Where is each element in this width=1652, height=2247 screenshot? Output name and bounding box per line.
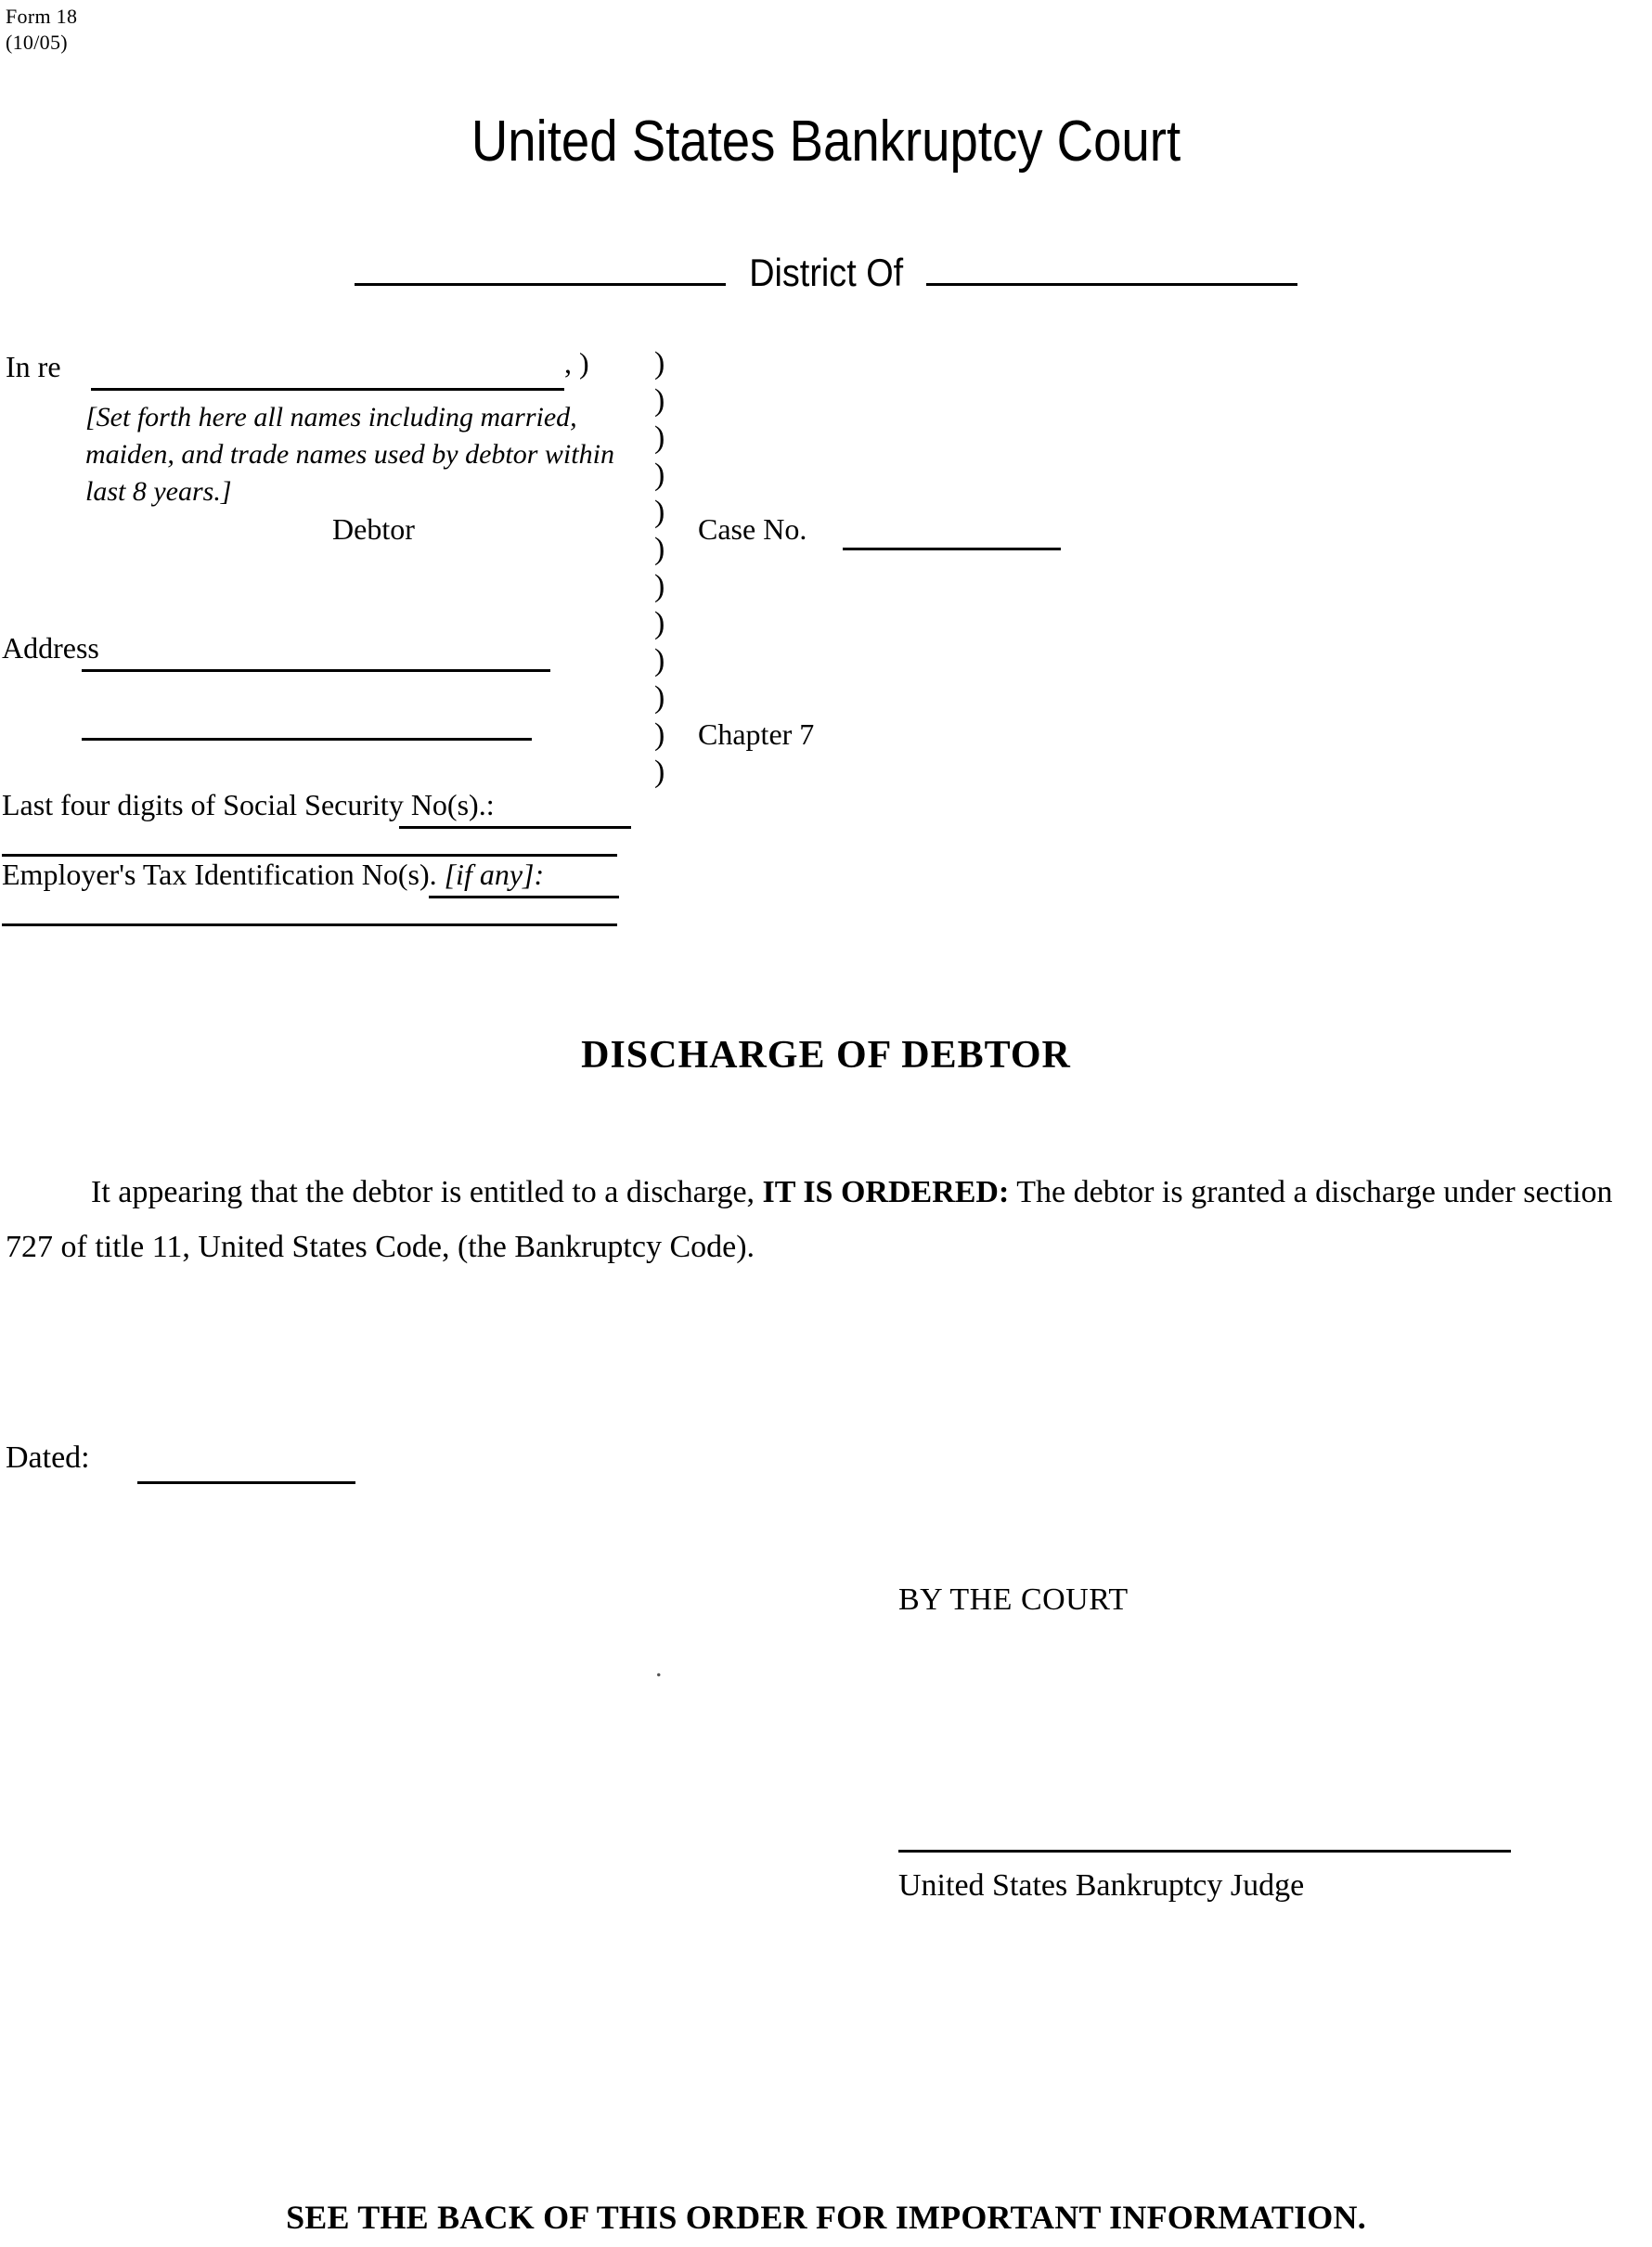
paren-7: ) — [654, 569, 665, 603]
paren-12: ) — [654, 755, 665, 789]
form-number: Form 18 — [6, 5, 78, 28]
order-paragraph-emphasis: IT IS ORDERED: — [762, 1175, 1010, 1209]
order-paragraph-part2: The debtor is granted a discharge under section 727 of title 11, United States Code, (the Bankruptcy Code). — [6, 1175, 1613, 1264]
caption-block — [0, 0, 1652, 1002]
paren-10: ) — [654, 680, 665, 715]
address-blank-line-2[interactable] — [82, 738, 532, 741]
discharge-heading: DISCHARGE OF DEBTOR — [581, 1034, 1071, 1077]
address-blank-line-1[interactable] — [82, 669, 550, 672]
paren-9: ) — [654, 643, 665, 678]
in-re-label: In re — [6, 350, 61, 383]
paren-2: ) — [654, 383, 665, 418]
ein-label — [2, 857, 544, 892]
caption-paren-column — [654, 345, 691, 791]
names-note-line-1: [Set forth here all names including married, — [85, 402, 577, 433]
ein-label-if-any: [if any]: — [444, 858, 545, 891]
paren-8: ) — [654, 606, 665, 640]
paren-1: ) — [654, 346, 665, 381]
order-paragraph-part1: It appearing that the debtor is entitled to a discharge, — [91, 1175, 755, 1209]
form-revision-date: (10/05) — [6, 31, 68, 54]
judge-title-label: United States Bankruptcy Judge — [898, 1868, 1305, 1903]
back-of-order-notice: SEE THE BACK OF THIS ORDER FOR IMPORTANT INFORMATION. — [286, 2199, 1366, 2236]
district-label: District Of — [749, 251, 903, 294]
stray-mark: . — [655, 1652, 663, 1683]
debtor-label: Debtor — [332, 512, 415, 546]
names-note-line-2: maiden, and trade names used by debtor within — [85, 439, 614, 470]
ssn-blank[interactable] — [399, 826, 631, 829]
names-note-line-3: last 8 years.] — [85, 476, 232, 507]
court-title: United States Bankruptcy Court — [471, 110, 1181, 174]
address-label: Address — [2, 631, 99, 665]
dated-blank[interactable] — [137, 1481, 355, 1484]
case-no-label: Case No. — [698, 512, 807, 546]
case-no-blank[interactable] — [843, 548, 1061, 550]
paren-4: ) — [654, 458, 665, 492]
paren-5: ) — [654, 495, 665, 529]
ein-label-plain: Employer's Tax Identification No(s). — [2, 858, 437, 891]
order-paragraph — [6, 1165, 1639, 1274]
paren-11: ) — [654, 717, 665, 752]
in-re-comma-paren: , ) — [564, 346, 589, 380]
paren-3: ) — [654, 420, 665, 455]
paren-6: ) — [654, 532, 665, 566]
by-the-court-label: BY THE COURT — [898, 1582, 1129, 1617]
dated-label: Dated: — [6, 1440, 90, 1475]
ein-overflow-rule[interactable] — [2, 923, 617, 926]
ein-blank[interactable] — [429, 896, 619, 898]
chapter-label: Chapter 7 — [698, 717, 815, 751]
ssn-label: Last four digits of Social Security No(s).: — [2, 788, 495, 821]
judge-signature-blank[interactable] — [898, 1850, 1511, 1853]
in-re-blank[interactable] — [91, 388, 564, 391]
